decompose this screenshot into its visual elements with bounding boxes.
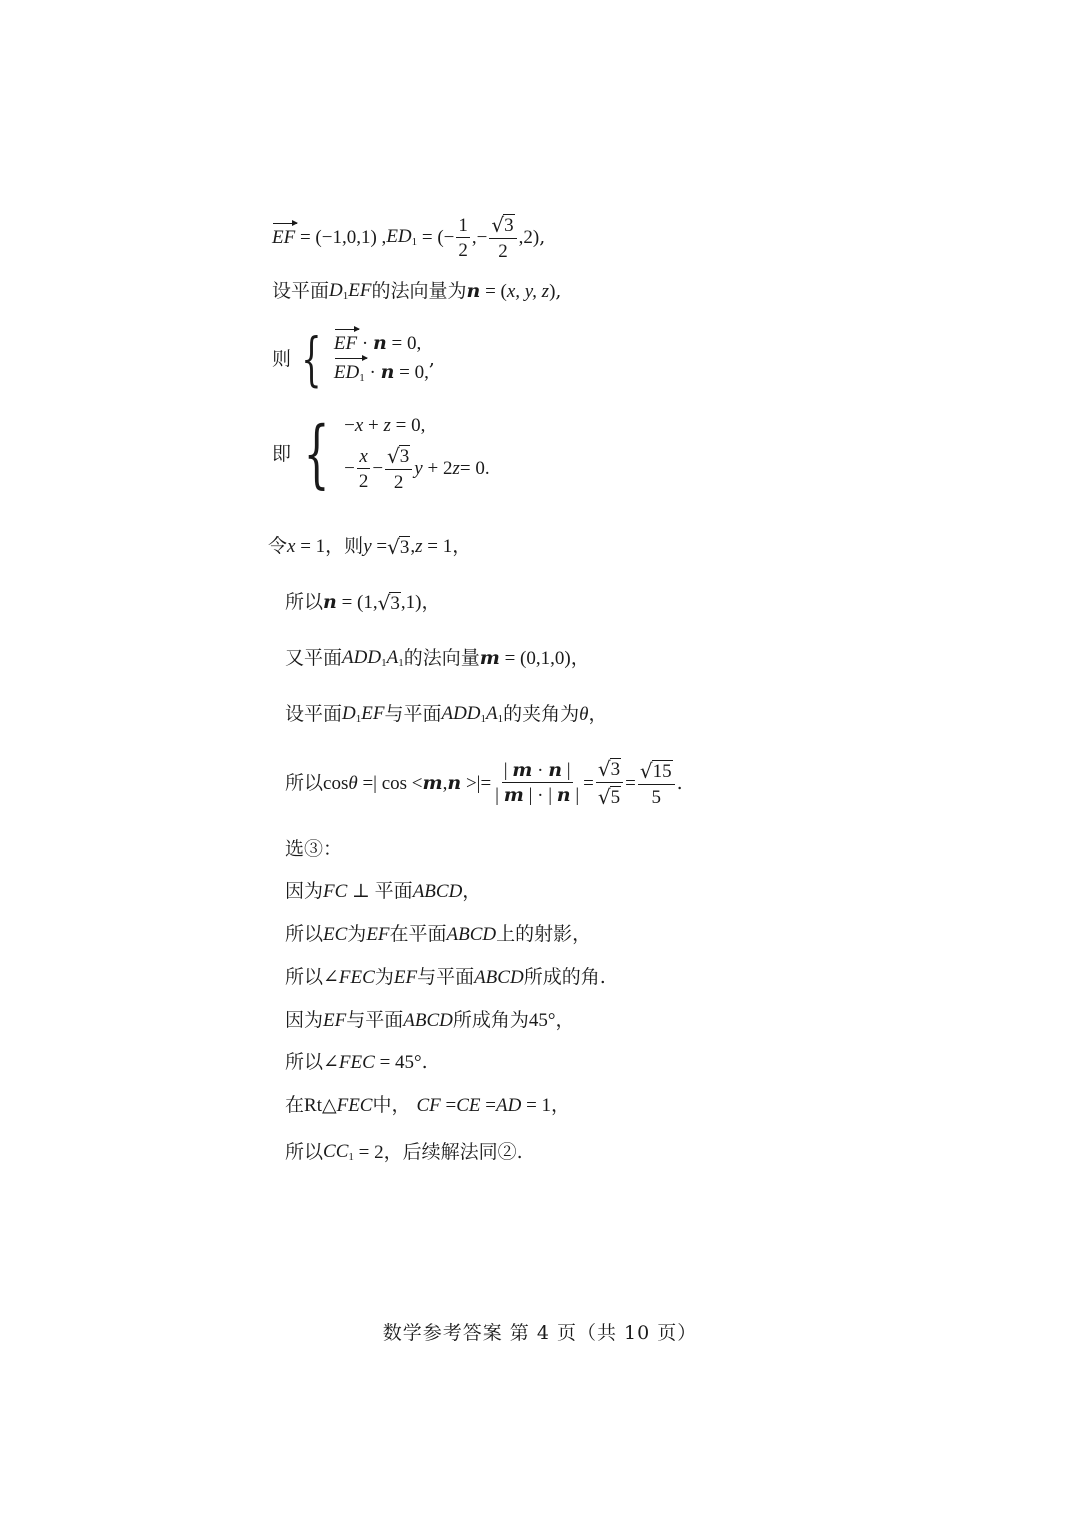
vector-ef: EF (272, 227, 296, 248)
left-brace: { (303, 411, 330, 497)
vector-ed1: $ED_1$ (386, 226, 418, 248)
line-m-value: 又平面 $ADD_1A_1$ 的法向量 m = (0,1,0) ， (285, 647, 590, 669)
left-brace: { (301, 325, 322, 393)
formula-ef-value: = (−1,0,1) , (295, 227, 387, 248)
line-normal-vector-def: 设平面 $D_1EF$ 的法向量为 n = ( x, y, z ) , (272, 280, 562, 302)
line-choose-3: 选③： (285, 838, 343, 860)
line-let-x: 令 x = 1 ，则 y = √ 3 , z = 1 ， (268, 535, 472, 559)
plane-d1ef: $D_1EF$ (329, 280, 372, 302)
line-angle-45: 因为 EF 与平面 ABCD 所成角为 45° ， (285, 1009, 575, 1031)
normal-vector-n: n (466, 280, 481, 302)
fraction-sqrt3-over-2: √ 3 2 (489, 214, 516, 261)
page-footer: 数学参考答案 第 4 页（共 10 页） (382, 1322, 698, 1344)
line-projection: 所以 EC 为 EF 在平面 ABCD 上的射影， (285, 923, 592, 945)
line-cos-formula: 所以 cos θ =| cos < m , n >|= $\frac{| m \cdot n |}{| m | \cdot | n |}$ = √ 3 √ 5 = √ 15 5 . (285, 757, 683, 809)
line-fec-45: 所以 ∠FEC = 45° . (285, 1051, 428, 1073)
line-system-vectors: 则 { EF · n = 0, $ED_1 \cdot n = 0$, , (272, 325, 435, 393)
line-1-tail: , (539, 226, 546, 248)
fraction-one-half: $\frac{1}{2}$ (458, 214, 468, 261)
line-angle-def: 设平面 $D_1EF$ 与平面 $ADD_1A_1$ 的夹角为 θ ， (285, 703, 608, 725)
line-angle-fec: 所以 ∠FEC 为 EF 与平面 ABCD 所成的角. (285, 966, 606, 988)
line-vectors: EF = (−1,0,1) , $ED_1$ = (− $\frac{1}{2}$ ,− √ 3 2 ,2) , (272, 213, 546, 262)
line-right-triangle: 在 Rt△ FEC 中， CF = CE = AD = 1 ， (285, 1094, 571, 1116)
formula-ed1-eq: = (− (417, 227, 455, 248)
line-system-expanded: 即 { −x + z = 0, − $\frac{x}{2}$ − √ 3 2 y + 2 z = 0. (272, 411, 490, 497)
line-cc1: 所以 $CC_1$ = 2 ，后续解法同②. (285, 1141, 523, 1163)
line-fc-perp: 因为 FC ⊥ 平面 ABCD ， (285, 880, 482, 902)
line-n-value: 所以 n = (1, √ 3 ,1) ， (285, 591, 441, 615)
